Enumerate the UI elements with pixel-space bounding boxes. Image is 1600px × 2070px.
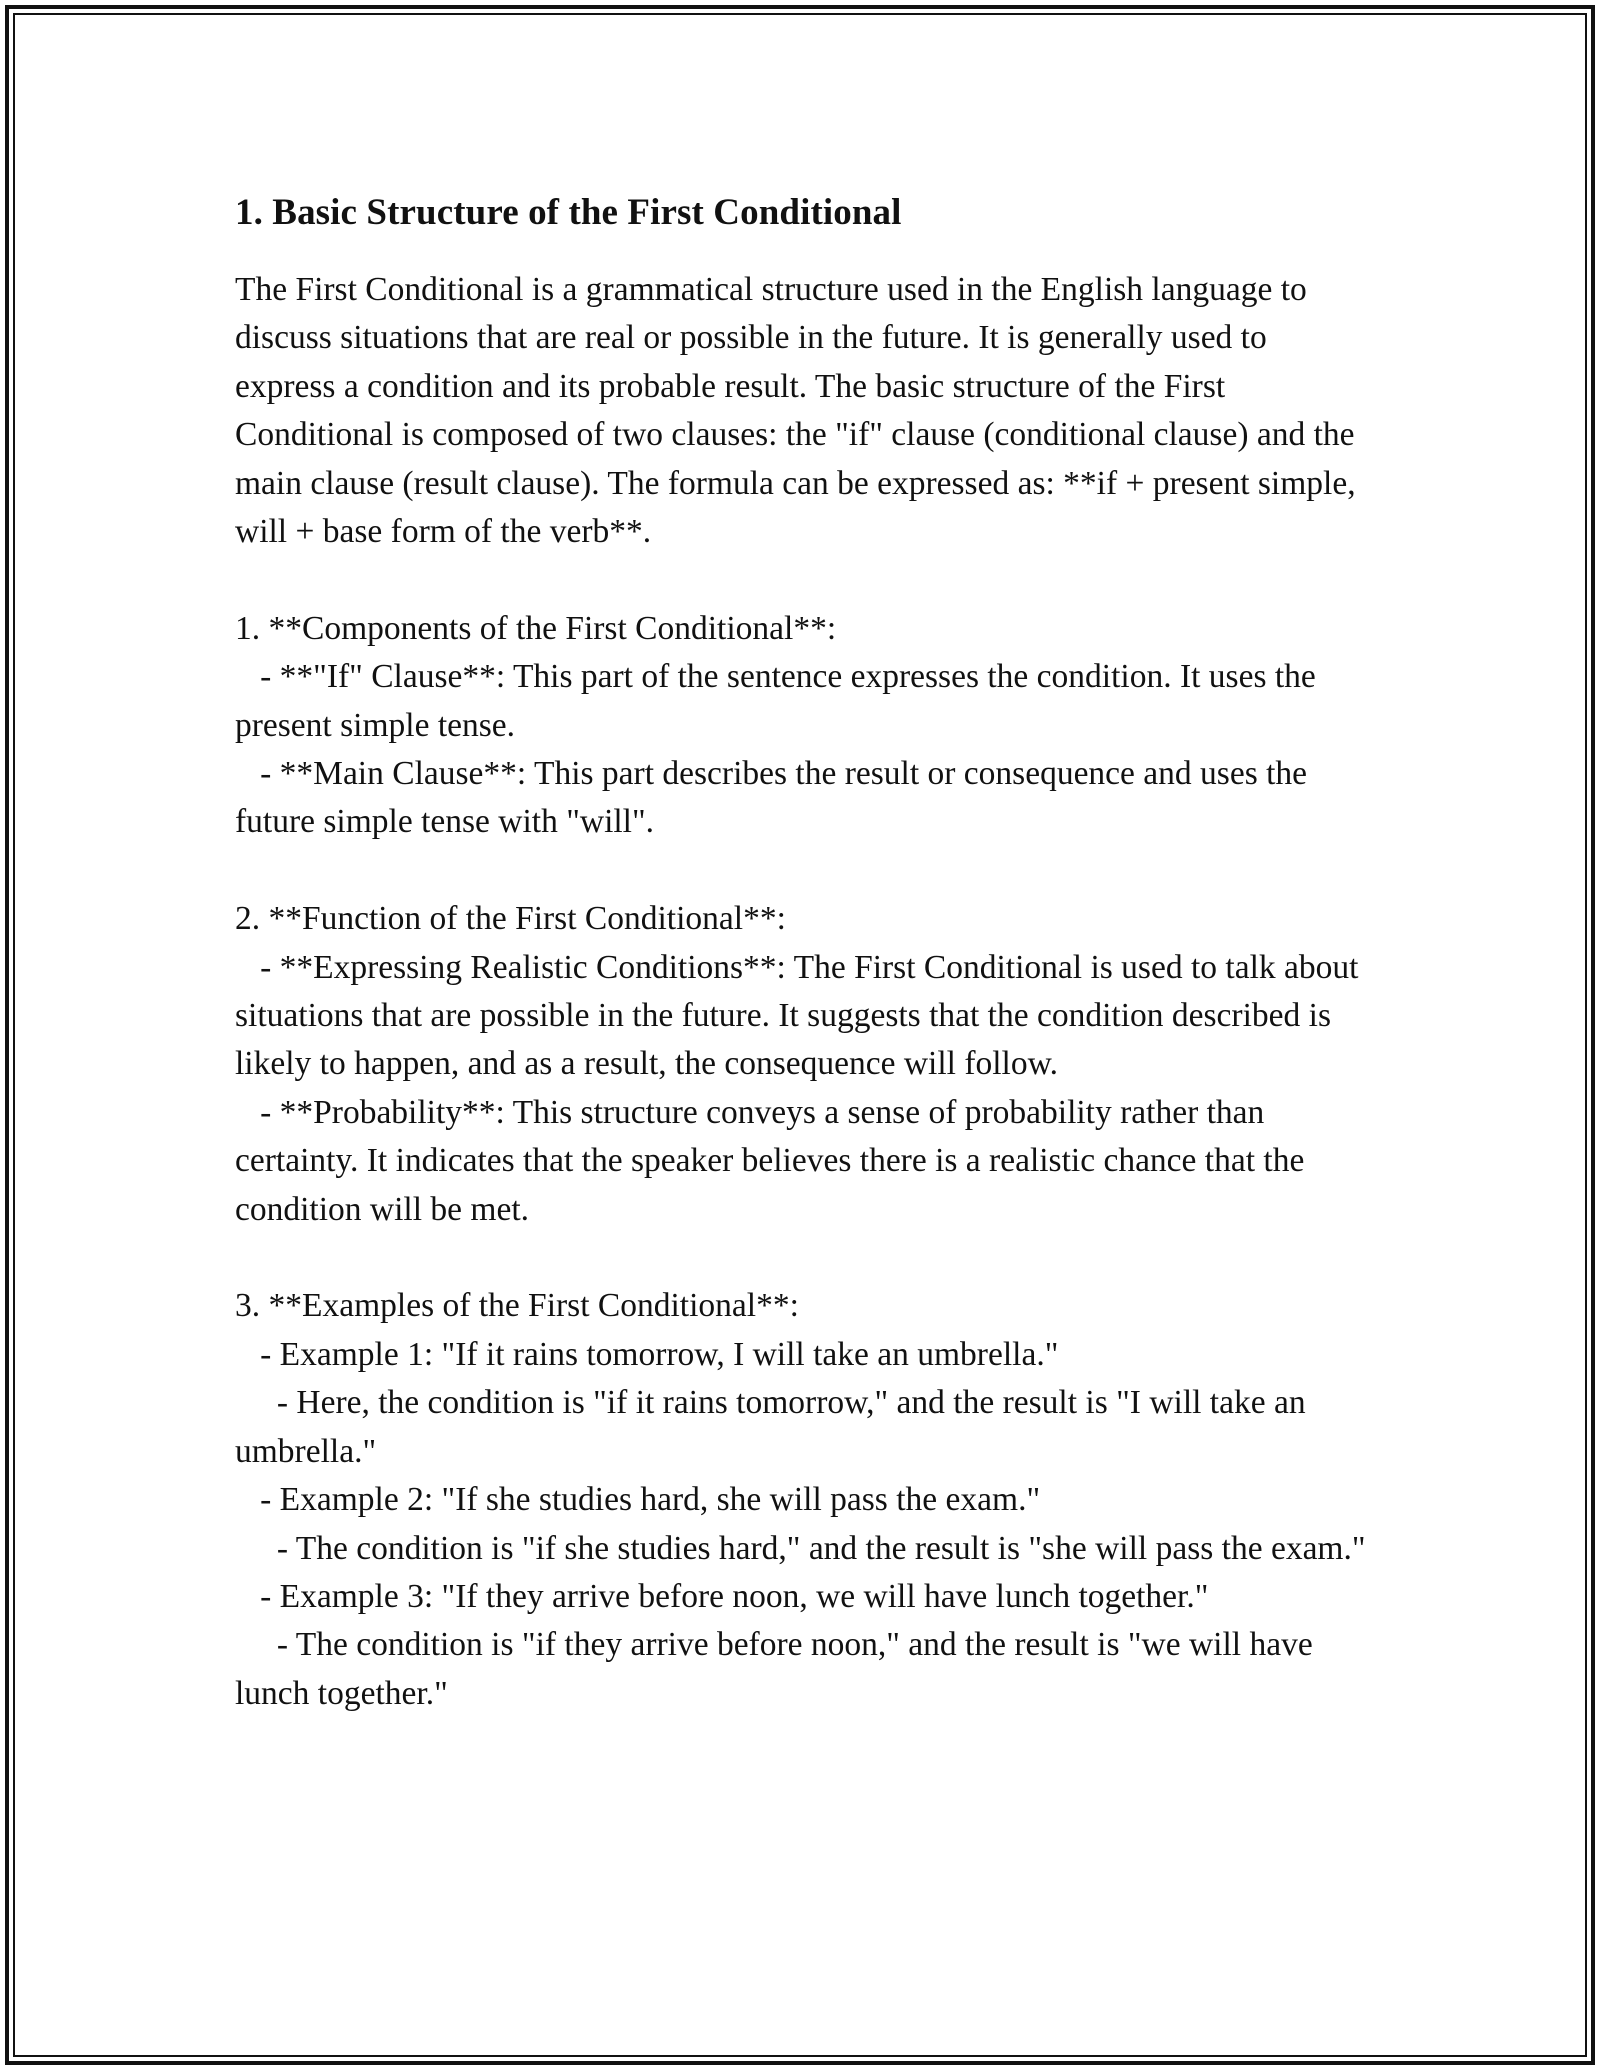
paragraph-spacer	[235, 1234, 1370, 1282]
components-title: 1. **Components of the First Conditional**:	[235, 609, 837, 647]
list-item: - **Probability**: This structure conveys a sense of probability rather than certainty. It indicates that the speaker believes there is a realistic chance that the condition will be met.	[235, 1093, 1313, 1228]
intro-paragraph: The First Conditional is a grammatical structure used in the English language to discuss situations that are real or possible in the future. It is generally used to express a condition and its probable result. The basic structure of the First Conditional is composed of two clauses: the "if" clause (conditional clause) and the main clause (result clause). The formula can be expressed as: **if + present simple, will + base form of the verb**.	[235, 271, 1364, 551]
list-item: - Example 1: "If it rains tomorrow, I will take an umbrella."	[235, 1335, 1059, 1373]
paragraph-spacer	[235, 847, 1370, 895]
function-title: 2. **Function of the First Conditional**:	[235, 900, 786, 938]
list-item: - **"If" Clause**: This part of the sentence expresses the condition. It uses the present simple tense.	[235, 658, 1325, 744]
document-body	[235, 186, 1370, 1718]
list-item: - Example 2: "If she studies hard, she will pass the exam."	[235, 1481, 1041, 1519]
list-item: - **Expressing Realistic Conditions**: The First Conditional is used to talk about situations that are possible in the future. It suggests that the condition described is likely to happen, and as a result, the consequence will follow.	[235, 948, 1367, 1083]
list-item: - The condition is "if they arrive before noon," and the result is "we will have lunch together."	[235, 1626, 1322, 1712]
list-item: - **Main Clause**: This part describes the result or consequence and uses the future simple tense with "will".	[235, 755, 1316, 841]
list-item: - Example 3: "If they arrive before noon, we will have lunch together."	[235, 1577, 1209, 1615]
examples-title: 3. **Examples of the First Conditional**:	[235, 1287, 799, 1325]
components-section	[235, 605, 1370, 847]
list-item: - The condition is "if she studies hard," and the result is "she will pass the exam."	[235, 1529, 1366, 1567]
examples-section	[235, 1282, 1370, 1718]
list-item: - Here, the condition is "if it rains tomorrow," and the result is "I will take an umbrella."	[235, 1384, 1314, 1470]
paragraph-spacer	[235, 556, 1370, 604]
function-section	[235, 895, 1370, 1234]
section-heading: 1. Basic Structure of the First Conditional	[235, 192, 902, 233]
